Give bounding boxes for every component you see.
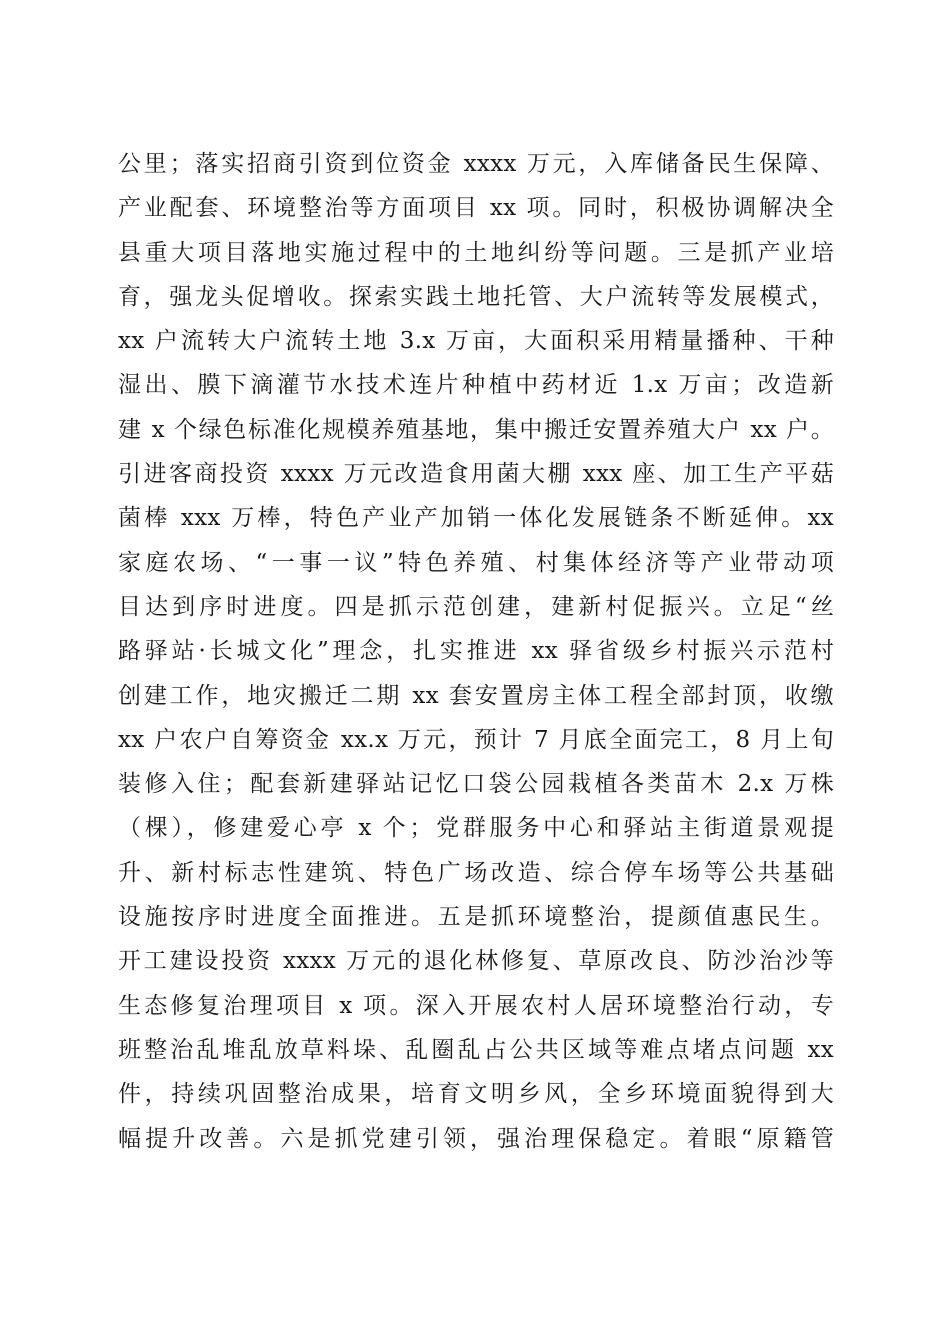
text-line: 设施按序时进度全面推进。五是抓环境整治，提颜值惠民生。: [118, 904, 834, 931]
text-line: 育，强龙头促增收。探索实践土地托管、大户流转等发展模式，: [118, 283, 834, 310]
text-line: 创建工作，地灾搬迁二期 xx 套安置房主体工程全部封顶，收缴: [118, 682, 834, 709]
text-line: 建 x 个绿色标准化规模养殖基地，集中搬迁安置养殖大户 xx 户。: [118, 416, 834, 443]
text-line: 升、新村标志性建筑、特色广场改造、综合停车场等公共基础: [118, 859, 834, 886]
text-line: 装修入住；配套新建驿站记忆口袋公园栽植各类苗木 2.x 万株: [118, 771, 834, 798]
text-line: 菌棒 xxx 万棒，特色产业产加销一体化发展链条不断延伸。xx: [118, 505, 834, 532]
text-line: 家庭农场、“一事一议”特色养殖、村集体经济等产业带动项: [118, 549, 834, 576]
text-line: 公里；落实招商引资到位资金 xxxx 万元，入库储备民生保障、: [118, 151, 834, 177]
text-line: （棵），修建爱心亭 x 个；党群服务中心和驿站主街道景观提: [118, 815, 834, 842]
text-line: 引进客商投资 xxxx 万元改造食用菌大棚 xxx 座、加工生产平菇: [118, 461, 834, 488]
body-paragraph: [118, 142, 834, 1161]
text-line: 班整治乱堆乱放草料垛、乱圈乱占公共区域等难点堵点问题 xx: [118, 1036, 834, 1063]
text-line: 路驿站·长城文化”理念，扎实推进 xx 驿省级乡村振兴示范村: [118, 638, 834, 665]
text-line: xx 户流转大户流转土地 3.x 万亩，大面积采用精量播种、干种: [118, 328, 834, 355]
text-line: 产业配套、环境整治等方面项目 xx 项。同时，积极协调解决全: [118, 195, 834, 222]
text-line: 县重大项目落地实施过程中的土地纠纷等问题。三是抓产业培: [118, 239, 834, 266]
text-line: 生态修复治理项目 x 项。深入开展农村人居环境整治行动，专: [118, 992, 834, 1019]
text-line: 幅提升改善。六是抓党建引领，强治理保稳定。着眼“原籍管: [118, 1125, 834, 1152]
text-line: 件，持续巩固整治成果，培育文明乡风，全乡环境面貌得到大: [118, 1081, 834, 1108]
text-line: 目达到序时进度。四是抓示范创建，建新村促振兴。立足“丝: [118, 593, 834, 620]
text-line: 湿出、膜下滴灌节水技术连片种植中药材近 1.x 万亩；改造新: [118, 372, 834, 399]
text-line: 开工建设投资 xxxx 万元的退化林修复、草原改良、防沙治沙等: [118, 948, 834, 975]
text-line: xx 户农户自筹资金 xx.x 万元，预计 7 月底全面完工，8 月上旬: [118, 726, 834, 753]
